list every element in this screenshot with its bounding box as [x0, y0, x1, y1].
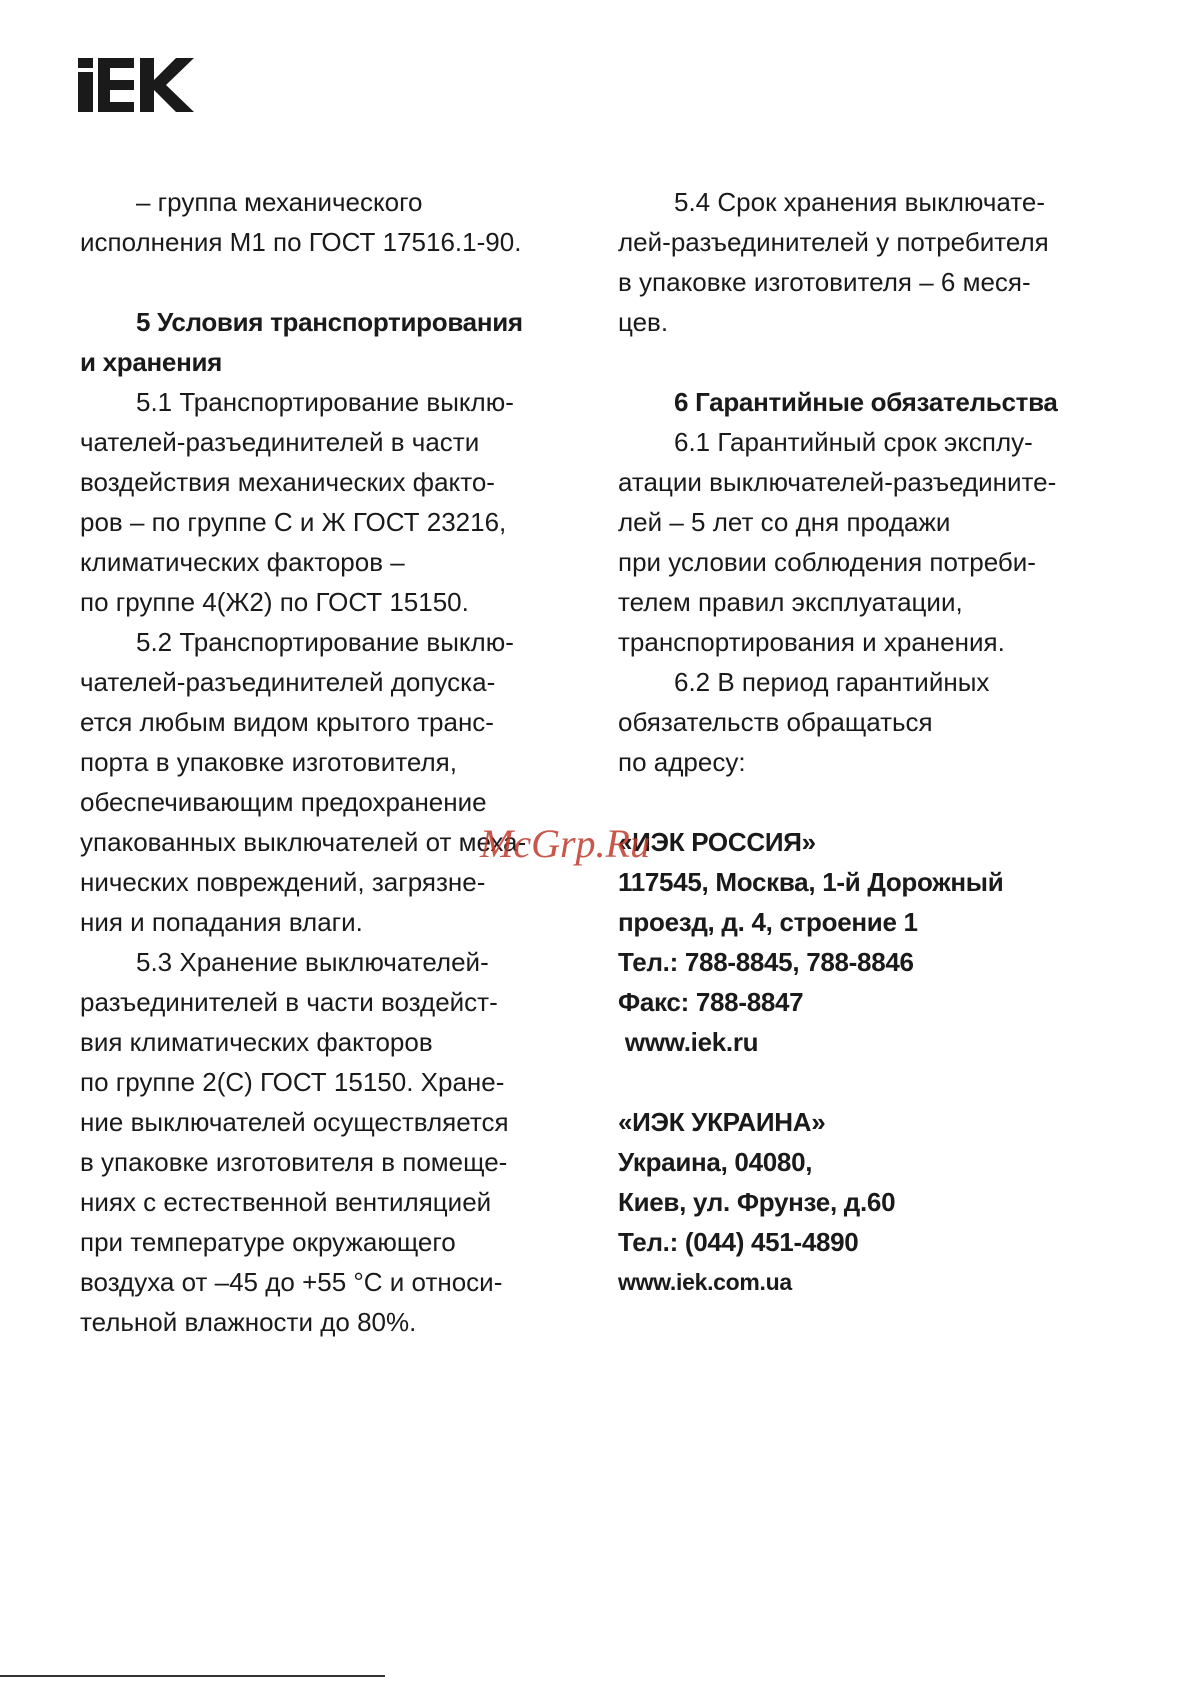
text-line: транспортирования и хранения. — [618, 627, 1005, 657]
text-line: чателей-разъединителей допуска- — [80, 667, 496, 697]
phone-line: Тел.: 788-8845, 788-8846 — [618, 947, 914, 977]
fax-line: Факс: 788-8847 — [618, 987, 804, 1017]
text-line: нических повреждений, загрязне- — [80, 867, 486, 897]
text-line: в упаковке изготовителя в помеще- — [80, 1147, 508, 1177]
text-line: в упаковке изготовителя – 6 меся- — [618, 267, 1031, 297]
text-line: при условии соблюдения потреби- — [618, 547, 1036, 577]
text-line: обеспечивающим предохранение — [80, 787, 487, 817]
text-line: ние выключателей осуществляется — [80, 1107, 509, 1137]
text-line: ния и попадания влаги. — [80, 907, 363, 937]
text-line: исполнения М1 по ГОСТ 17516.1-90. — [80, 227, 522, 257]
section-5-heading: 5 Условия транспортирования — [136, 307, 523, 337]
text-line: 5.3 Хранение выключателей- — [136, 947, 489, 977]
text-line: упакованных выключателей от меха- — [80, 827, 527, 857]
text-line: цев. — [618, 307, 669, 337]
text-line: ниях с естественной вентиляцией — [80, 1187, 492, 1217]
left-column — [80, 182, 580, 1342]
text-line: 5.4 Срок хранения выключате- — [674, 187, 1046, 217]
text-line: 6.1 Гарантийный срок эксплу- — [674, 427, 1033, 457]
text-line: вия климатических факторов — [80, 1027, 433, 1057]
address-line: 117545, Москва, 1-й Дорожный — [618, 867, 1004, 897]
text-line: – группа механического — [136, 187, 423, 217]
text-line: по группе 4(Ж2) по ГОСТ 15150. — [80, 587, 469, 617]
right-column — [618, 182, 1118, 1302]
address-line: Украина, 04080, — [618, 1147, 813, 1177]
text-line: обязательств обращаться — [618, 707, 933, 737]
text-line: 5.1 Транспортирование выклю- — [136, 387, 514, 417]
phone-line: Тел.: (044) 451-4890 — [618, 1227, 859, 1257]
section-6-heading: 6 Гарантийные обязательства — [674, 387, 1058, 417]
company-russia-name: «ИЭК РОССИЯ» — [618, 827, 816, 857]
iek-logo — [78, 58, 194, 112]
address-line: проезд, д. 4, строение 1 — [618, 907, 918, 937]
text-line: по адресу: — [618, 747, 746, 777]
text-line: воздуха от –45 до +55 °С и относи- — [80, 1267, 503, 1297]
text-line: телем правил эксплуатации, — [618, 587, 963, 617]
text-line: по группе 2(С) ГОСТ 15150. Хране- — [80, 1067, 505, 1097]
website-link[interactable]: www.iek.com.ua — [618, 1269, 792, 1295]
section-5-heading-cont: и хранения — [80, 347, 223, 377]
text-line: воздействия механических факто- — [80, 467, 495, 497]
text-line: атации выключателей-разъедините- — [618, 467, 1057, 497]
website-link[interactable]: www.iek.ru — [618, 1027, 759, 1057]
text-line: климатических факторов – — [80, 547, 405, 577]
text-line: разъединителей в части воздейст- — [80, 987, 498, 1017]
text-line: ров – по группе С и Ж ГОСТ 23216, — [80, 507, 507, 537]
text-line: чателей-разъединителей в части — [80, 427, 480, 457]
company-ukraine-name: «ИЭК УКРАИНА» — [618, 1107, 826, 1137]
text-line: лей – 5 лет со дня продажи — [618, 507, 951, 537]
footer-divider — [0, 1675, 385, 1677]
watermark: McGrp.Ru — [480, 821, 650, 866]
address-line: Киев, ул. Фрунзе, д.60 — [618, 1187, 896, 1217]
text-line: при температуре окружающего — [80, 1227, 456, 1257]
text-line: порта в упаковке изготовителя, — [80, 747, 457, 777]
text-line: ется любым видом крытого транс- — [80, 707, 494, 737]
text-line: 5.2 Транспортирование выклю- — [136, 627, 514, 657]
text-line: 6.2 В период гарантийных — [674, 667, 990, 697]
text-line: лей-разъединителей у потребителя — [618, 227, 1049, 257]
text-line: тельной влажности до 80%. — [80, 1307, 417, 1337]
